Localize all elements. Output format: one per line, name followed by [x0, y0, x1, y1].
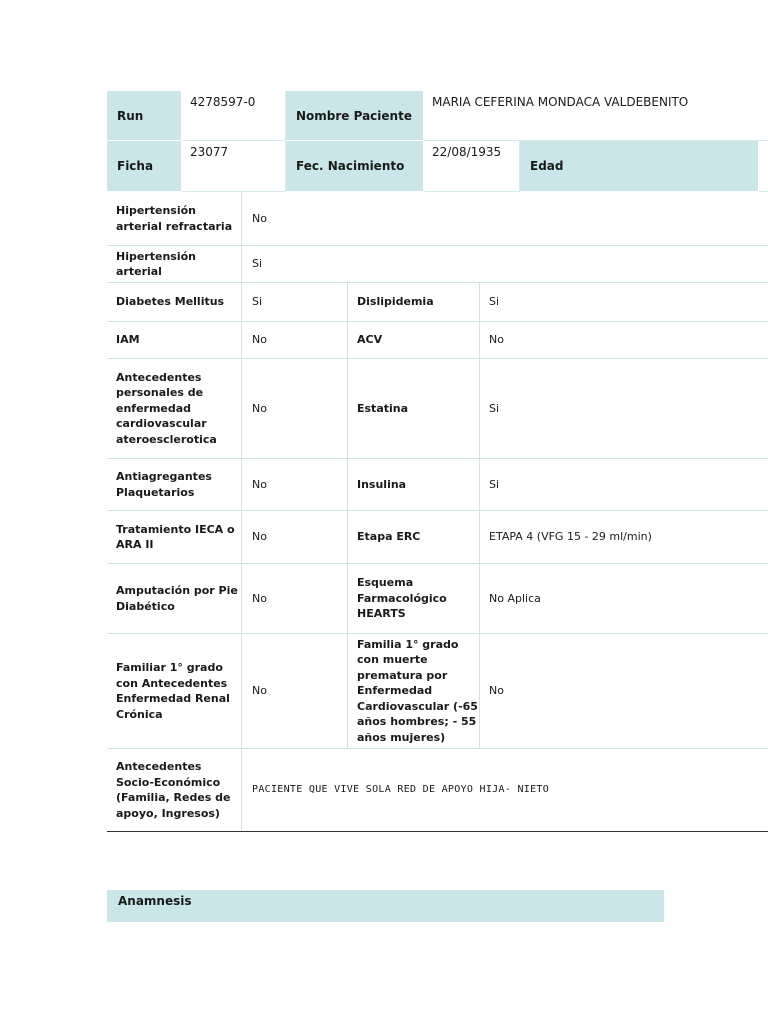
row-value: No: [242, 322, 348, 358]
table-row: [107, 511, 768, 564]
ficha-label: Ficha: [107, 141, 182, 192]
row-value: No: [242, 564, 348, 633]
row-label: IAM: [107, 322, 242, 358]
nombre-paciente-value: MARIA CEFERINA MONDACA VALDEBENITO: [424, 91, 768, 141]
row-value: Si: [252, 257, 263, 271]
edad-value: [759, 141, 768, 192]
nombre-paciente-label: Nombre Paciente: [286, 91, 424, 141]
table-row: [107, 322, 768, 359]
row-label-2: Estatina: [348, 359, 480, 458]
fec-nacimiento-label: Fec. Nacimiento: [286, 141, 424, 192]
row-value-2: No: [489, 333, 504, 347]
row-label: Antecedentes personales de enfermedad cardiovascular ateroesclerotica: [107, 359, 242, 458]
row-value-2: No: [489, 684, 504, 698]
table-row: [107, 634, 768, 749]
row-value: No: [242, 459, 348, 510]
table-row: [107, 459, 768, 511]
row-label-2: Dislipidemia: [348, 283, 480, 321]
row-value: No: [242, 511, 348, 563]
patient-header: [107, 91, 768, 192]
row-value: No: [242, 359, 348, 458]
table-row: [107, 192, 768, 246]
row-label-2: Familia 1° grado con muerte prematura por Enfermedad Cardiovascular (-65 años hombres; - 55 años mujeres): [348, 634, 480, 748]
row-value: Si: [242, 283, 348, 321]
row-label: Diabetes Mellitus: [107, 283, 242, 321]
row-value-2: Si: [489, 477, 500, 491]
row-label: Hipertensión arterial: [107, 246, 242, 282]
row-label: Hipertensión arterial refractaria: [107, 192, 242, 245]
row-value-2: No Aplica: [489, 591, 541, 605]
table-row: [107, 749, 768, 832]
table-row: [107, 359, 768, 459]
ficha-value: 23077: [182, 141, 286, 192]
run-value: 4278597-0: [182, 91, 286, 141]
row-label-2: Etapa ERC: [348, 511, 480, 563]
row-value: No: [242, 634, 348, 748]
row-value: PACIENTE QUE VIVE SOLA RED DE APOYO HIJA- NIETO: [252, 784, 550, 796]
table-row: [107, 564, 768, 634]
fec-nacimiento-value: 22/08/1935: [424, 141, 520, 192]
edad-label: Edad: [520, 141, 759, 192]
row-label: Familiar 1° grado con Antecedentes Enfermedad Renal Crónica: [107, 634, 242, 748]
row-label: Antiagregantes Plaquetarios: [107, 459, 242, 510]
row-label-2: Insulina: [348, 459, 480, 510]
row-label: Antecedentes Socio-Económico (Familia, Redes de apoyo, Ingresos): [107, 749, 242, 831]
row-label-2: ACV: [348, 322, 480, 358]
row-label-2: Esquema Farmacológico HEARTS: [348, 564, 480, 633]
row-value-2: Si: [489, 401, 500, 415]
row-value-2: Si: [489, 295, 500, 309]
table-row: [107, 283, 768, 322]
row-value: No: [252, 211, 267, 225]
run-label: Run: [107, 91, 182, 141]
row-label: Amputación por Pie Diabético: [107, 564, 242, 633]
anamnesis-heading: Anamnesis: [107, 890, 664, 922]
row-label: Tratamiento IECA o ARA II: [107, 511, 242, 563]
table-row: [107, 246, 768, 283]
row-value-2: ETAPA 4 (VFG 15 - 29 ml/min): [489, 530, 652, 544]
